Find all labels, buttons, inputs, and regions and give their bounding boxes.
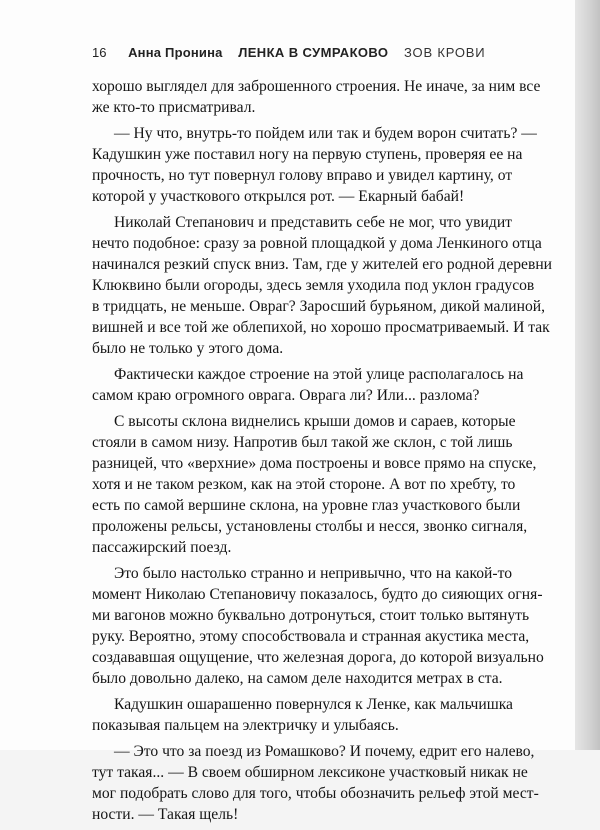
text-line: которой у участкового открылся рот. — Екарный бабай! bbox=[92, 188, 465, 205]
text-line: самом краю огромного оврага. Оврага ли? Или... разлома? bbox=[92, 387, 480, 404]
text-line: пассажирский поезд. bbox=[92, 539, 232, 556]
text-line: показывая пальцем на электричку и улыбаясь. bbox=[92, 717, 399, 734]
text-line: мог подобрать слово для того, чтобы обозначить рельеф этой мест- bbox=[92, 785, 539, 802]
text-line: прочность, но тут повернул голову вправо и увидел картину, от bbox=[92, 167, 513, 184]
text-line: Клюквино были огороды, здесь земля уходила под уклон градусов bbox=[92, 277, 535, 294]
text-line: тут такая... — В своем обширном лексиконе участковый никак не bbox=[92, 764, 528, 781]
text-line: проложены рельсы, установлены столбы и несся, звонко сигналя, bbox=[92, 518, 528, 535]
text-line: С высоты склона виднелись крыши домов и сараев, которые bbox=[114, 413, 516, 430]
text-line: есть по самой вершине склона, на уровне глаз участкового были bbox=[92, 497, 521, 514]
running-header bbox=[92, 45, 485, 60]
paragraph bbox=[92, 563, 544, 689]
paragraph bbox=[92, 694, 512, 736]
text-line: нечто подобное: сразу за ровной площадкой у дома Ленкиного отца bbox=[92, 235, 542, 252]
text-line: Кадушкин ошарашенно повернулся к Ленке, как мальчишка bbox=[114, 696, 513, 713]
paragraph bbox=[92, 741, 539, 825]
paragraph bbox=[92, 212, 553, 359]
body-text bbox=[92, 76, 553, 830]
paragraph bbox=[92, 364, 524, 406]
text-line: в тридцать, не меньше. Овраг? Заросший бурьяном, дикой малиной, bbox=[92, 298, 546, 315]
header-author: Анна Пронина bbox=[128, 45, 223, 60]
text-line: — Это что за поезд из Ромашково? И почему, едрит его налево, bbox=[114, 743, 535, 760]
text-line: Фактически каждое строение на этой улице располагалось на bbox=[114, 366, 524, 383]
text-line: ности. — Такая щель! bbox=[92, 806, 239, 823]
paragraph bbox=[92, 123, 537, 207]
text-line: создававшая ощущение, что железная дорога, до которой визуально bbox=[92, 649, 544, 666]
text-line: Кадушкин уже поставил ногу на первую ступень, проверяя ее на bbox=[92, 146, 523, 163]
text-line: стояли в самом низу. Напротив был такой же склон, с той лишь bbox=[92, 434, 513, 451]
text-line: же кто-то присматривал. bbox=[92, 99, 256, 116]
text-line: Это было настолько странно и непривычно, что на какой-то bbox=[114, 565, 512, 582]
page-number: 16 bbox=[92, 45, 107, 60]
text-line: ми вагонов можно буквально дотронуться, стоит только вытянуть bbox=[92, 607, 530, 624]
text-line: момент Николаю Степановичу показалось, будто до сияющих огня- bbox=[92, 586, 543, 603]
text-line: было не только у этого дома. bbox=[92, 340, 284, 357]
text-line: вишней и все той же облепихой, но хорошо просматриваемый. И так bbox=[92, 319, 550, 336]
text-line: хотя и не таком резком, как на этой стороне. А вот по хребту, то bbox=[92, 476, 516, 493]
text-line: разницей, что «верхние» дома построены и вовсе прямо на спуске, bbox=[92, 455, 537, 472]
text-line: было довольно далеко, на самом деле находится метрах в ста. bbox=[92, 670, 503, 687]
paragraph bbox=[92, 411, 537, 558]
header-part-title: ЗОВ КРОВИ bbox=[404, 45, 486, 60]
text-line: хорошо выглядел для заброшенного строения. Не иначе, за ним все bbox=[92, 78, 541, 95]
text-line: руку. Вероятно, этому способствовала и странная акустика места, bbox=[92, 628, 530, 645]
header-book-title: ЛЕНКА В СУМРАКОВО bbox=[238, 45, 389, 60]
text-line: — Ну что, внутрь-то пойдем или так и будем ворон считать? — bbox=[114, 125, 537, 142]
text-line: Николай Степанович и представить себе не мог, что увидит bbox=[114, 214, 512, 231]
page-edge-shadow bbox=[575, 0, 600, 750]
text-line: начинался резкий спуск вниз. Там, где у жителей его родной деревни bbox=[92, 256, 553, 273]
paragraph bbox=[92, 76, 541, 118]
